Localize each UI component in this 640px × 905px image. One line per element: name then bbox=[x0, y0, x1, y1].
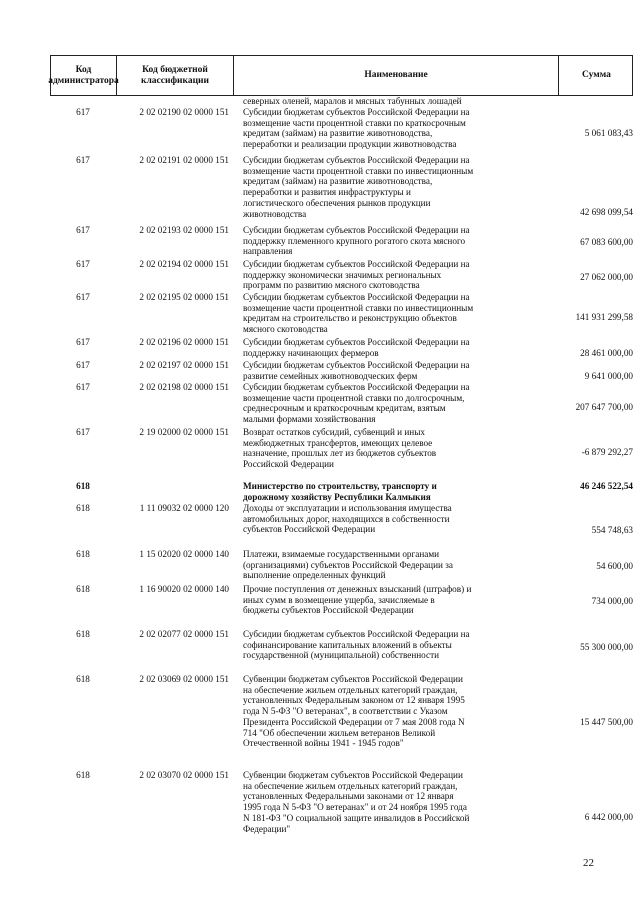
budget-code: 2 02 02197 02 0000 151 bbox=[139, 360, 229, 370]
item-name: Субсидии бюджетам субъектов Российской Федерации на развитие семейных животноводческих ферм bbox=[243, 360, 470, 381]
header-sum: Сумма bbox=[582, 70, 611, 80]
item-name: Субсидии бюджетам субъектов Российской Федерации на софинансирование капитальных вложений в объекты государственной (муниципальной) собственности bbox=[243, 629, 470, 661]
item-sum: 54 600,00 bbox=[596, 561, 633, 571]
admin-code: 618 bbox=[76, 549, 90, 559]
item-sum: 67 083 600,00 bbox=[580, 237, 633, 247]
item-name: Субсидии бюджетам субъектов Российской Федерации на возмещение части процентной ставки по инвестиционным кредитам (займам) на развитие животноводства, переработки и развития инфраструктуры и логистического обеспечения рынков продукции животноводства bbox=[243, 155, 474, 219]
item-sum: 5 061 083,43 bbox=[584, 128, 633, 138]
item-sum: 734 000,00 bbox=[591, 596, 633, 606]
item-sum: 15 447 500,00 bbox=[580, 717, 633, 727]
header-name: Наименование bbox=[234, 56, 559, 95]
admin-code: 618 bbox=[76, 629, 90, 639]
admin-code: 618 bbox=[76, 584, 90, 594]
item-sum: -6 879 292,27 bbox=[581, 447, 633, 457]
admin-code: 617 bbox=[76, 382, 90, 392]
header-admin-code: Код администратора bbox=[51, 56, 117, 95]
item-sum: 55 300 000,00 bbox=[580, 642, 633, 652]
admin-code: 618 bbox=[76, 674, 90, 684]
item-name: Субвенции бюджетам субъектов Российской Федерации на обеспечение жильем отдельных категорий граждан, установленных Федеральными законами от 12 января 1995 года N 5-ФЗ "О ветеранах" и от 24 ноября 1995 года N 181-ФЗ "О социальной защите инвалидов в Российской Федерации" bbox=[243, 770, 470, 834]
admin-code: 617 bbox=[76, 107, 90, 117]
budget-code: 2 02 02198 02 0000 151 bbox=[139, 382, 229, 392]
admin-code: 617 bbox=[76, 225, 90, 235]
budget-code: 2 02 02194 02 0000 151 bbox=[139, 259, 229, 269]
item-name: Доходы от эксплуатации и использования имущества автомобильных дорог, находящихся в собственности субъектов Российской Федерации bbox=[243, 503, 452, 535]
admin-code: 617 bbox=[76, 360, 90, 370]
item-name: Субвенции бюджетам субъектов Российской Федерации на обеспечение жильем отдельных категорий граждан, установленных Федеральным законом от 12 января 1995 года N 5-ФЗ "О ветеранах", в соответствии с Указом Президента Российской Федерации от 7 мая 2008 года N 714 "Об обеспечении жильем ветеранов Великой Отечественной войны 1941 - 1945 годов" bbox=[243, 674, 465, 749]
budget-code: 2 02 02191 02 0000 151 bbox=[139, 155, 229, 165]
admin-code: 618 bbox=[76, 481, 90, 491]
item-sum: 42 698 099,54 bbox=[580, 207, 633, 217]
header-budget-code: Код бюджетной классификации bbox=[117, 56, 234, 95]
item-sum: 554 748,63 bbox=[591, 525, 633, 535]
admin-code: 617 bbox=[76, 337, 90, 347]
item-name: Субсидии бюджетам субъектов Российской Федерации на поддержку племенного крупного рогатого скота мясного направления bbox=[243, 225, 470, 257]
page-number: 22 bbox=[583, 857, 594, 869]
item-sum: 6 442 000,00 bbox=[584, 812, 633, 822]
item-name: Министерство по строительству, транспорту и дорожному хозяйству Республики Калмыкия bbox=[243, 481, 437, 502]
budget-code: 2 02 02193 02 0000 151 bbox=[139, 225, 229, 235]
budget-code: 2 02 02195 02 0000 151 bbox=[139, 292, 229, 302]
admin-code: 617 bbox=[76, 155, 90, 165]
budget-code: 2 19 02000 02 0000 151 bbox=[139, 427, 229, 437]
item-name: Возврат остатков субсидий, субвенций и иных межбюджетных трансфертов, имеющих целевое назначение, прошлых лет из бюджетов субъектов Российской Федерации bbox=[243, 427, 437, 470]
item-sum: 46 246 522,54 bbox=[580, 481, 633, 491]
admin-code: 617 bbox=[76, 292, 90, 302]
budget-code: 2 02 02190 02 0000 151 bbox=[139, 107, 229, 117]
item-sum: 9 641 000,00 bbox=[584, 371, 633, 381]
admin-code: 617 bbox=[76, 259, 90, 269]
item-name: Субсидии бюджетам субъектов Российской Федерации на возмещение части процентной ставки по краткосрочным кредитам (займам) на развитие животноводства, переработки и реализации продукции животноводства bbox=[243, 107, 470, 150]
budget-code: 1 16 90020 02 0000 140 bbox=[139, 584, 229, 594]
admin-code: 618 bbox=[76, 770, 90, 780]
budget-code: 2 02 03070 02 0000 151 bbox=[139, 770, 229, 780]
item-name: Субсидии бюджетам субъектов Российской Федерации на поддержку экономически значимых региональных программ по развитию мясного скотоводства bbox=[243, 259, 470, 291]
item-sum: 207 647 700,00 bbox=[575, 402, 633, 412]
item-name: Субсидии бюджетам субъектов Российской Федерации на возмещение части процентной ставки по инвестиционным кредитам на строительство и реконструкцию объектов мясного скотоводства bbox=[243, 292, 474, 335]
budget-code: 1 15 02020 02 0000 140 bbox=[139, 549, 229, 559]
table-header bbox=[50, 55, 633, 96]
item-name: Прочие поступления от денежных взысканий (штрафов) и иных сумм в возмещение ущерба, зачисляемые в бюджеты субъектов Российской Федерации bbox=[243, 584, 472, 616]
budget-code: 1 11 09032 02 0000 120 bbox=[139, 503, 229, 513]
budget-code: 2 02 02196 02 0000 151 bbox=[139, 337, 229, 347]
item-sum: 28 461 000,00 bbox=[580, 348, 633, 358]
admin-code: 618 bbox=[76, 503, 90, 513]
item-name: Субсидии бюджетам субъектов Российской Федерации на возмещение части процентной ставки по долгосрочным, среднесрочным и краткосрочным кредитам, взятым малыми формами хозяйствования bbox=[243, 382, 470, 425]
budget-code: 2 02 03069 02 0000 151 bbox=[139, 674, 229, 684]
item-sum: 141 931 299,58 bbox=[575, 312, 633, 322]
item-sum: 27 062 000,00 bbox=[580, 272, 633, 282]
budget-code: 2 02 02077 02 0000 151 bbox=[139, 629, 229, 639]
item-name: северных оленей, маралов и мясных табунных лошадей bbox=[243, 96, 462, 106]
item-name: Платежи, взимаемые государственными органами (организациями) субъектов Российской Федерации за выполнение определенных функций bbox=[243, 549, 453, 581]
admin-code: 617 bbox=[76, 427, 90, 437]
item-name: Субсидии бюджетам субъектов Российской Федерации на поддержку начинающих фермеров bbox=[243, 337, 470, 358]
